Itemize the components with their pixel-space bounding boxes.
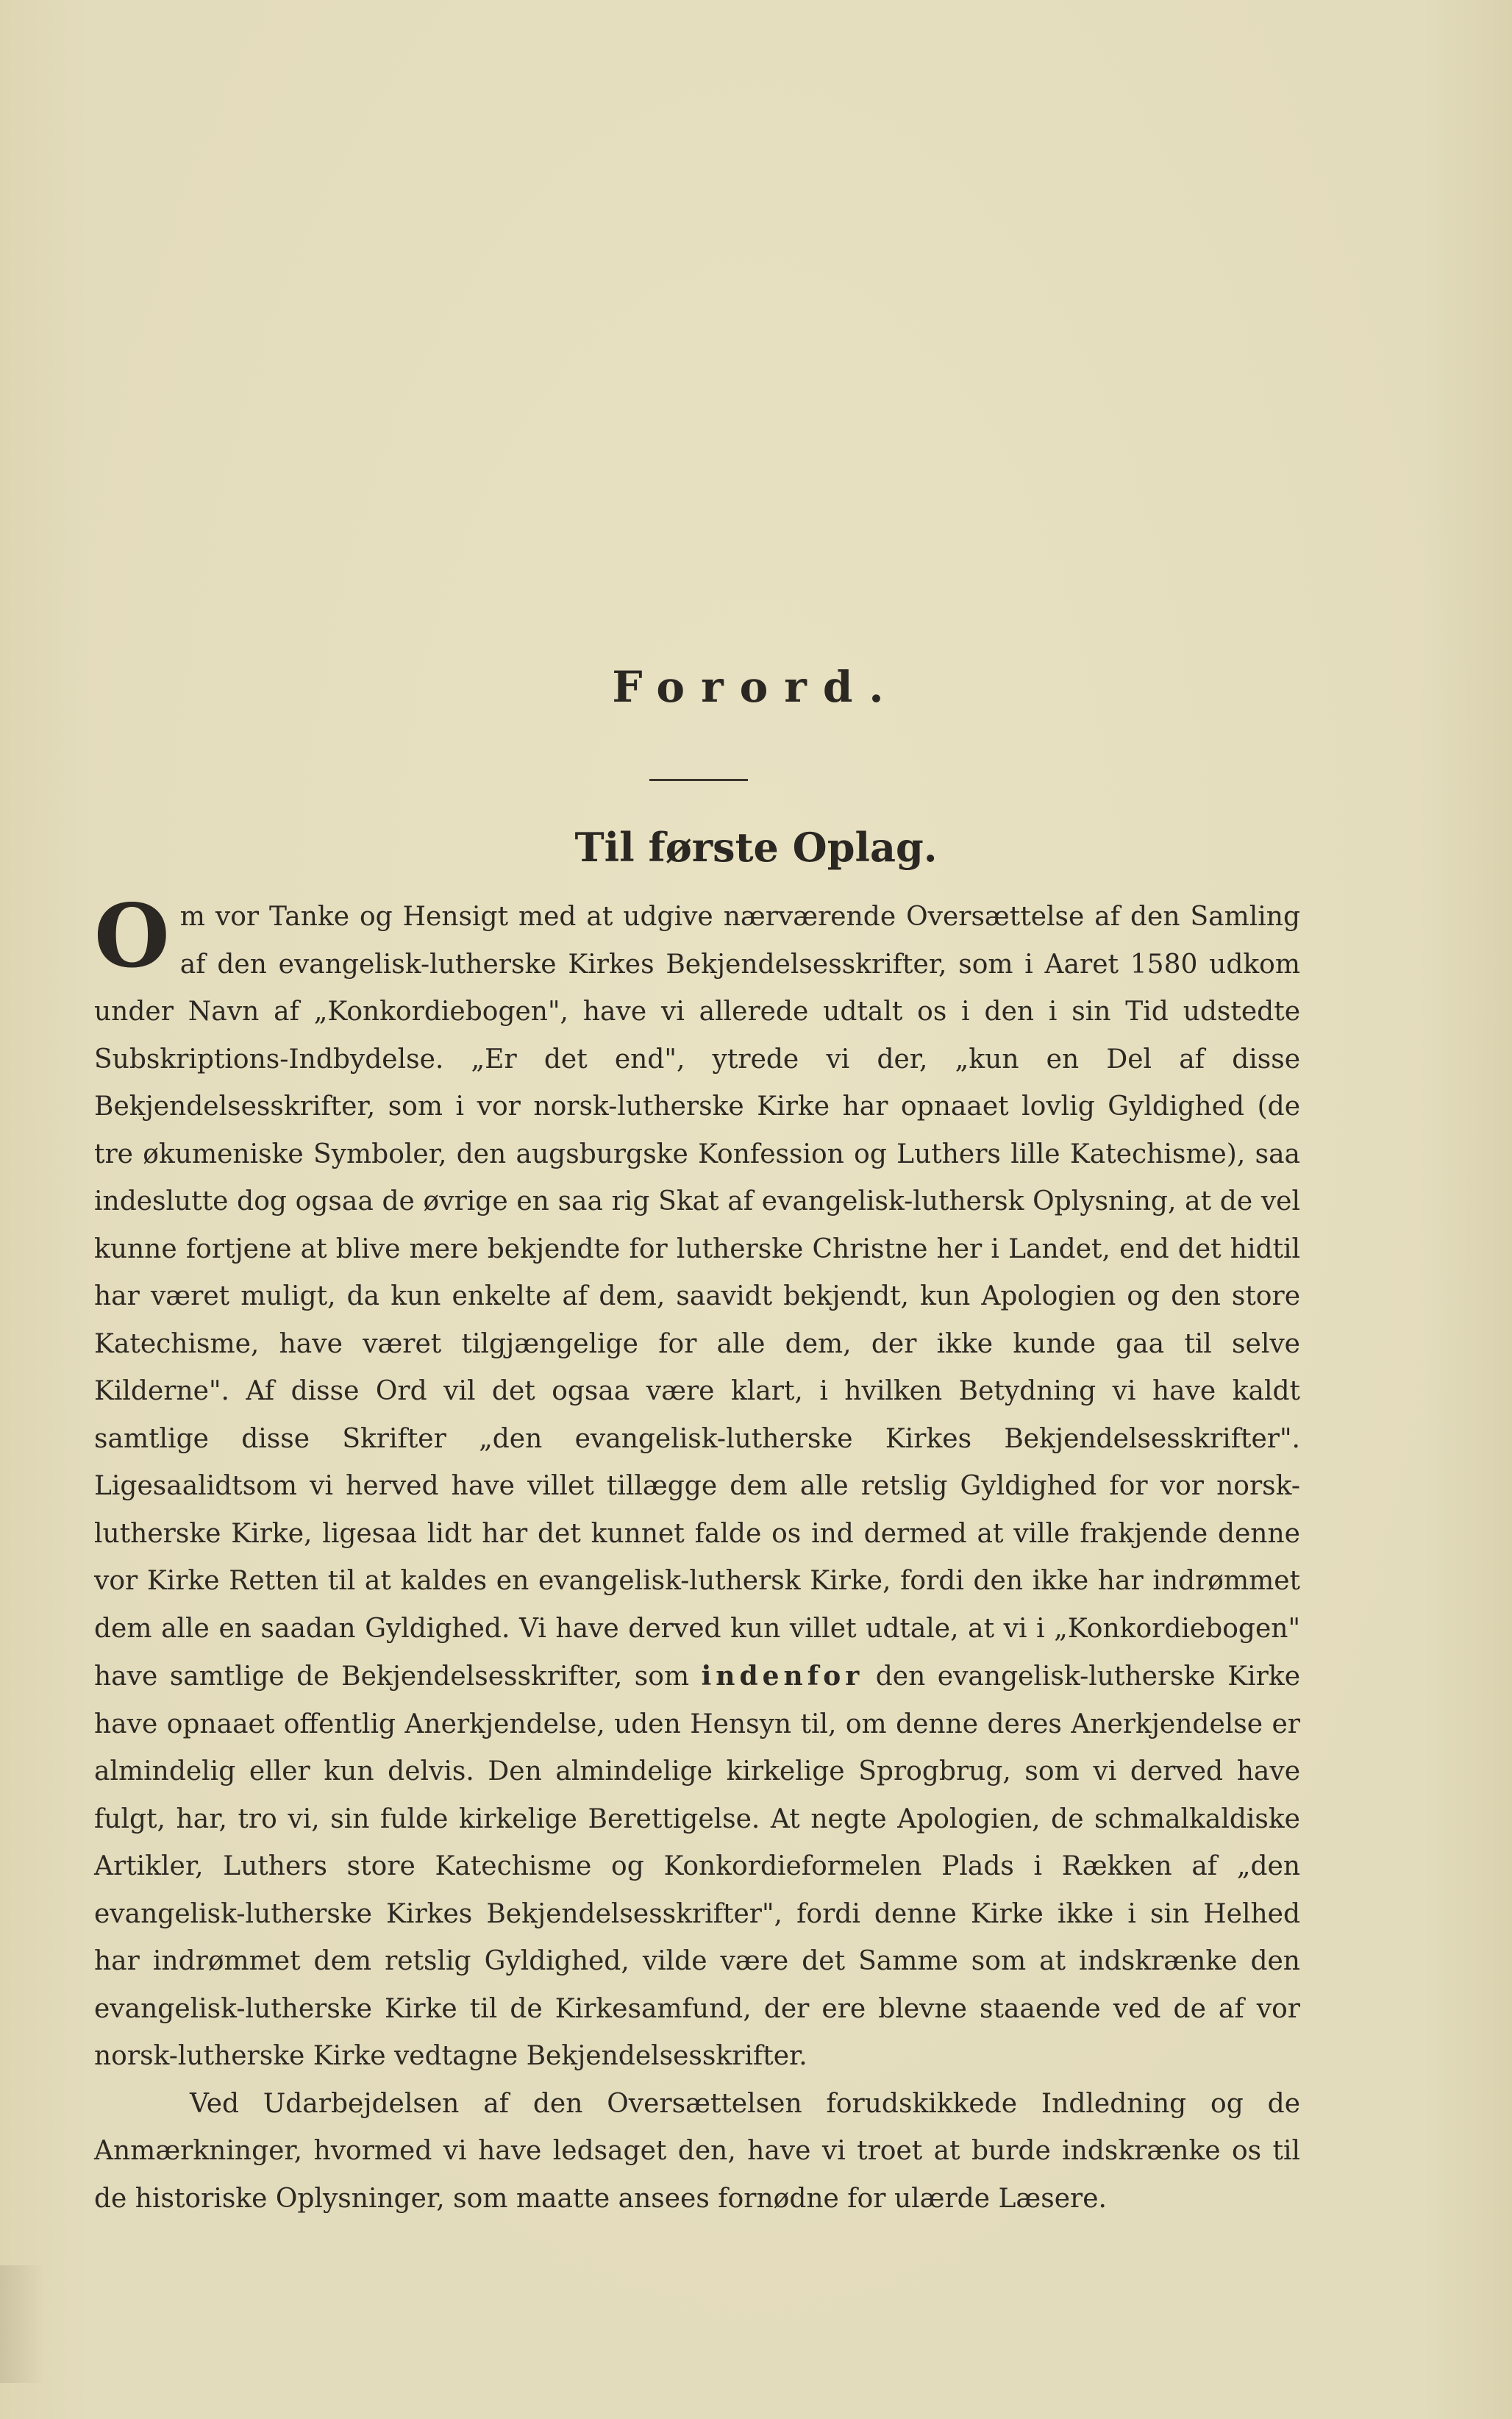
paragraph-1-part-1: m vor Tanke og Hensigt med at udgive nærværende Oversættelse af den Samling af den evangelisk-lutherske Kirkes Bekjendelsesskrifter, som i Aaret 1580 udkom under Navn af „Konkordiebogen", have vi allerede udtalt os i den i sin Tid udstedte Subskriptions-Indbydelse. „Er det end", ytrede vi der, „kun en Del af disse Bekjendelsesskrifter, som i vor norsk-lutherske Kirke har opnaaet lovlig Gyldighed (de tre økumeniske Symboler, den augsburgske Konfession og Luthers lille Katechisme), saa indeslutte dog ogsaa de øvrige en saa rig Skat af evangelisk-luthersk Oplysning, at de vel kunne fortjene at blive mere bekjendte for lutherske Christne her i Landet, end det hidtil har været muligt, da kun enkelte af dem, saavidt bekjendt, kun Apologien og den store Katechisme, have været tilgjængelige for alle dem, der ikke kunde gaa til selve Kilderne". Af disse Ord vil det ogsaa være klart, i hvilken Betydning vi have kaldt samtlige disse Skrifter „den evangelisk-lutherske Kirkes Bekjendelsesskrifter". Ligesaalidtsom vi herved have villet tillægge dem alle retslig Gyldighed for vor norsk-lutherske Kirke, ligesaa lidt har det kunnet falde os ind dermed at ville frakjende denne vor Kirke Retten til at kaldes en evangelisk-luthersk Kirke, fordi den ikke har indrømmet dem alle en saadan Gyldighed. Vi have derved kun villet udtale, at vi i „Konkordiebogen" have samtlige de Bekjendelsesskrifter, som <box>94 902 1300 1692</box>
section-subtitle: Til første Oplag. <box>574 824 938 871</box>
body-text <box>94 885 1300 2223</box>
drop-cap: O <box>94 885 170 987</box>
paragraph-2: Ved Udarbejdelsen af den Oversættelsen forudskikkede Indledning og de Anmærkninger, hvormed vi have ledsaget den, have vi troet at burde indskrænke os til de historiske Oplysninger, som maatte ansees fornødne for ulærde Læsere. <box>94 2088 1300 2214</box>
emphasis-word: indenfor <box>701 1661 864 1692</box>
title-divider <box>649 779 748 781</box>
paragraph-1 <box>94 885 1300 2081</box>
page-edge-shadow <box>0 2265 44 2383</box>
page-title: Forord. <box>612 662 900 712</box>
paragraph-1-part-2: den evangelisk-lutherske Kirke have opnaaet offentlig Anerkjendelse, uden Hensyn til, om denne deres Anerkjendelse er almindelig eller kun delvis. Den almindelige kirkelige Sprogbrug, som vi derved have fulgt, har, tro vi, sin fulde kirkelige Berettigelse. At negte Apologien, de schmalkaldiske Artikler, Luthers store Katechisme og Konkordieformelen Plads i Rækken af „den evangelisk-lutherske Kirkes Bekjendelsesskrifter", fordi denne Kirke ikke i sin Helhed har indrømmet dem retslig Gyldighed, vilde være det Samme som at indskrænke den evangelisk-lutherske Kirke til de Kirkesamfund, der ere blevne staaende ved de af vor norsk-lutherske Kirke vedtagne Bekjendelsesskrifter. <box>94 1661 1300 2071</box>
